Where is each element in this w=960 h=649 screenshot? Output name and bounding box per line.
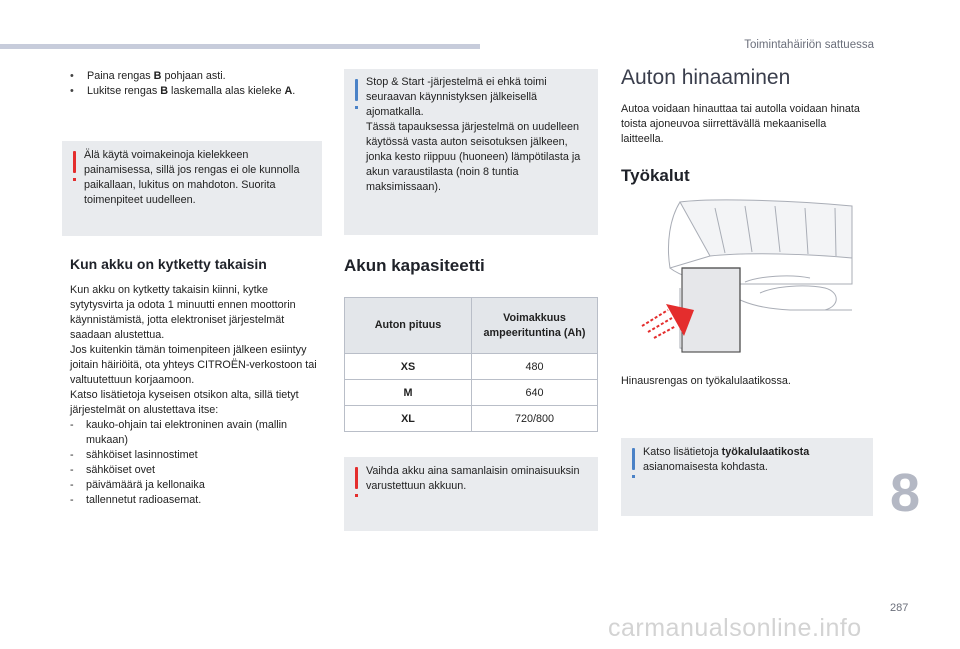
header-bar xyxy=(0,44,480,49)
table-cell: XS xyxy=(345,354,472,380)
info-box-tools xyxy=(621,438,873,516)
step-bullet: • xyxy=(70,70,74,82)
table-cell: 720/800 xyxy=(472,406,598,432)
step-item: • Lukitse rengas B laskemalla alas kieleke A. xyxy=(70,85,296,97)
list-item: - sähköiset lasinnostimet xyxy=(70,449,198,461)
table-row xyxy=(345,380,598,406)
table-row xyxy=(345,354,598,380)
info-icon xyxy=(355,79,358,101)
info-text: Katso lisätietoja työkalulaatikosta asianomaisesta kohdasta. xyxy=(643,446,810,473)
warning-icon xyxy=(355,467,358,489)
chapter-number: 8 xyxy=(890,463,921,523)
warning-text: Vaihda akku aina samanlaisin ominaisuuksin varustettuun akkuun. xyxy=(366,465,580,492)
reconnect-title: Kun akku on kytketty takaisin xyxy=(70,256,267,272)
table-cell: 480 xyxy=(472,354,598,380)
list-item: - kauko-ohjain tai elektroninen avain (mallin mukaan) xyxy=(70,419,288,446)
section-title: Toimintahäiriön sattuessa xyxy=(744,39,874,51)
page-number: 287 xyxy=(890,602,909,614)
column-header: Voimakkuus ampeerituntina (Ah) xyxy=(472,298,598,354)
table-row xyxy=(345,406,598,432)
towing-body: Autoa voidaan hinauttaa tai autolla voidaan hinata toista ajoneuvoa siirrettävällä mekaanisella laitteella. xyxy=(621,103,860,145)
warning-icon xyxy=(73,151,76,173)
tool-caption: Hinausrengas on työkalulaatikossa. xyxy=(621,375,791,387)
list-item: - sähköiset ovet xyxy=(70,464,156,476)
list-item: - päivämäärä ja kellonaika xyxy=(70,479,205,491)
info-text: Stop & Start -järjestelmä ei ehkä toimi seuraavan käynnistyksen jälkeisellä ajomatkalla. Tässä tapauksessa järjestelmä on uudelleen käytössä vasta auton seisotuksen jälkeen, jonka kesto riippuu (huoneen) lämpötilasta ja akun varaustilasta (noin 8 tuntia maksimissaan). xyxy=(366,76,581,193)
capacity-title: Akun kapasiteetti xyxy=(344,256,485,275)
table-cell: 640 xyxy=(472,380,598,406)
column-header: Auton pituus xyxy=(345,298,472,354)
warning-box-battery xyxy=(344,457,598,531)
table-header-row xyxy=(345,298,598,354)
reconnect-body: Kun akku on kytketty takaisin kiinni, kytke sytytysvirta ja odota 1 minuutti ennen moottorin käynnistämistä, jotta elektroniset järjestelmät saadaan alustettua. Jos kuitenkin tämän toimenpiteen jälkeen esiintyy joitain häiriöitä, ota yhteys CITROËN-verkostoon tai valtuutettuun korjaamoon. Katso lisätietoja kyseisen otsikon alta, sillä tietyt järjestelmät on alustettava itse: xyxy=(70,284,317,416)
list-item: - tallennetut radioasemat. xyxy=(70,494,202,506)
tools-title: Työkalut xyxy=(621,166,690,185)
table-cell: XL xyxy=(345,406,472,432)
towing-title: Auton hinaaminen xyxy=(621,66,791,89)
warning-text: Älä käytä voimakeinoja kielekkeen painamisessa, sillä jos rengas ei ole kunnolla paikallaan, lukitus on mahdoton. Suorita toimenpiteet uudelleen. xyxy=(84,149,300,206)
system-list xyxy=(70,418,324,508)
watermark: carmanualsonline.info xyxy=(608,614,862,642)
info-box-stopstart xyxy=(344,69,598,235)
reconnect-section xyxy=(70,283,324,508)
warning-box-lock xyxy=(62,141,322,236)
table-cell: M xyxy=(345,380,472,406)
step-bullet: • xyxy=(70,85,74,97)
info-icon xyxy=(632,448,635,470)
steps-list xyxy=(70,69,320,99)
step-item: • Paina rengas B pohjaan asti. xyxy=(70,70,226,82)
toolbox-illustration xyxy=(640,198,860,356)
capacity-table xyxy=(344,297,598,432)
